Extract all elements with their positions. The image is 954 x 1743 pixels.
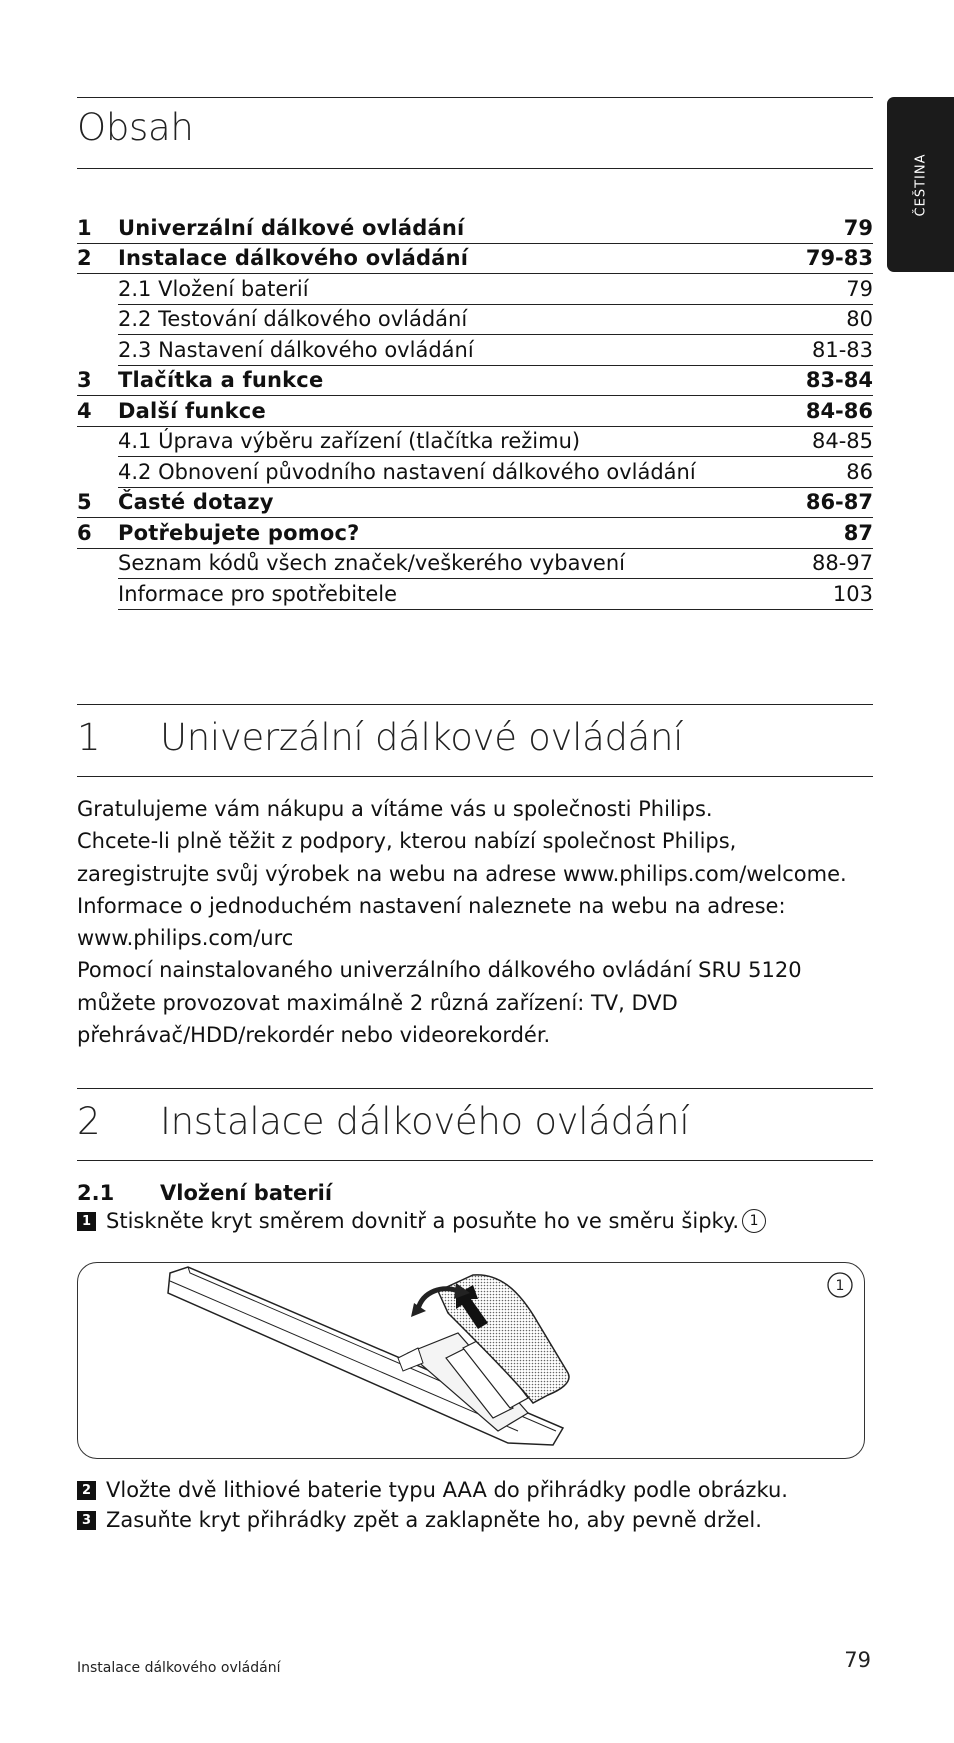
step-badge: 1 [77, 1212, 96, 1231]
subsection-title: Vložení baterií [160, 1181, 333, 1205]
paragraph-line: Chcete-li plně těžit z podpory, kterou nabízí společnost Philips, [77, 829, 737, 854]
toc-label: Další funkce [118, 398, 266, 423]
battery-figure [77, 1262, 865, 1459]
step-text: Zasuňte kryt přihrádky zpět a zaklapněte ho, aby pevně držel. [106, 1508, 762, 1532]
toc-title-rule [77, 168, 873, 169]
toc-label: Instalace dálkového ovládání [118, 246, 469, 270]
toc-row [77, 488, 873, 519]
toc-label: Seznam kódů všech značek/veškerého vybavení [118, 551, 625, 575]
toc-number: 2 [77, 246, 92, 270]
toc-row [77, 396, 873, 427]
toc-row [118, 305, 873, 336]
page-number: 79 [844, 1648, 871, 1672]
toc-number: 1 [77, 215, 92, 240]
paragraph-line: www.philips.com/urc [77, 926, 294, 951]
toc-page: 84-86 [805, 398, 873, 423]
toc-row [118, 457, 873, 488]
toc-row [118, 274, 873, 305]
toc-page: 79 [843, 215, 873, 240]
toc-label: 2.2 Testování dálkového ovládání [118, 307, 468, 331]
figure-callout: 1 [835, 1278, 845, 1294]
toc-row [118, 549, 873, 580]
toc-page: 83-84 [805, 368, 873, 392]
toc-label: Časté dotazy [118, 490, 274, 514]
paragraph-line: přehrávač/HDD/rekordér nebo videorekordér. [77, 1023, 551, 1048]
paragraph-line: zaregistrujte svůj výrobek na webu na adrese www.philips.com/welcome. [77, 861, 847, 886]
toc-label: Tlačítka a funkce [118, 368, 324, 392]
toc-page: 103 [832, 581, 873, 606]
toc-label: 4.1 Úprava výběru zařízení (tlačítka režimu) [118, 429, 581, 453]
section1-top-rule [77, 704, 873, 705]
paragraph-line: Pomocí nainstalovaného univerzálního dálkového ovládání SRU 5120 [77, 958, 802, 983]
toc-page: 81-83 [811, 337, 873, 362]
section2-top-rule [77, 1088, 873, 1089]
toc-row [77, 244, 873, 275]
section1-title-rule [77, 776, 873, 777]
toc-number: 4 [77, 398, 92, 423]
toc-number: 6 [77, 520, 92, 545]
toc-title: Obsah [77, 106, 194, 149]
toc-label: 2.3 Nastavení dálkového ovládání [118, 337, 474, 362]
toc-page: 80 [846, 307, 873, 331]
toc-number: 3 [77, 368, 92, 392]
toc-number: 5 [77, 490, 92, 514]
section2-title: Instalace dálkového ovládání [160, 1100, 690, 1143]
toc-page: 86-87 [805, 490, 873, 514]
figure-reference: 1 [742, 1209, 766, 1233]
section2-number: 2 [77, 1100, 101, 1143]
toc-label: Informace pro spotřebitele [118, 581, 398, 606]
toc-label: Potřebujete pomoc? [118, 520, 360, 545]
toc-row [77, 518, 873, 549]
step-1 [77, 1209, 766, 1233]
section1-title: Univerzální dálkové ovládání [160, 716, 684, 759]
step-2 [77, 1478, 788, 1502]
paragraph-line: Gratulujeme vám nákupu a vítáme vás u společnosti Philips. [77, 797, 713, 821]
toc-row [77, 213, 873, 244]
toc-page: 88-97 [811, 551, 873, 575]
footer-section-label: Instalace dálkového ovládání [77, 1660, 281, 1676]
section1-paragraph [77, 793, 877, 1051]
step-badge: 3 [77, 1511, 96, 1530]
paragraph-line: můžete provozovat maximálně 2 různá zařízení: TV, DVD [77, 990, 678, 1015]
remote-battery-illustration [78, 1263, 865, 1459]
step-text: Stiskněte kryt směrem dovnitř a posuňte ho ve směru šipky. [106, 1209, 740, 1233]
step-3 [77, 1508, 762, 1532]
toc-row [118, 335, 873, 366]
toc-page: 87 [843, 520, 873, 545]
paragraph-line: Informace o jednoduchém nastavení naleznete na webu na adrese: [77, 893, 786, 918]
subsection-number: 2.1 [77, 1181, 115, 1205]
section1-number: 1 [77, 716, 101, 759]
toc-page: 79-83 [805, 246, 873, 270]
language-tab-label: ČEŠTINA [913, 153, 928, 216]
toc-page: 79 [846, 276, 873, 301]
toc-label: 4.2 Obnovení původního nastavení dálkového ovládání [118, 459, 696, 484]
toc-top-rule [77, 97, 873, 98]
toc-page: 86 [846, 459, 873, 484]
table-of-contents [77, 213, 873, 610]
language-tab [887, 97, 954, 272]
toc-row [118, 579, 873, 610]
toc-label: 2.1 Vložení baterií [118, 276, 309, 301]
step-badge: 2 [77, 1481, 96, 1500]
toc-page: 84-85 [811, 429, 873, 453]
section2-title-rule [77, 1160, 873, 1161]
toc-label: Univerzální dálkové ovládání [118, 215, 465, 240]
toc-row [118, 427, 873, 458]
step-text: Vložte dvě lithiové baterie typu AAA do přihrádky podle obrázku. [106, 1478, 788, 1502]
toc-row [77, 366, 873, 397]
